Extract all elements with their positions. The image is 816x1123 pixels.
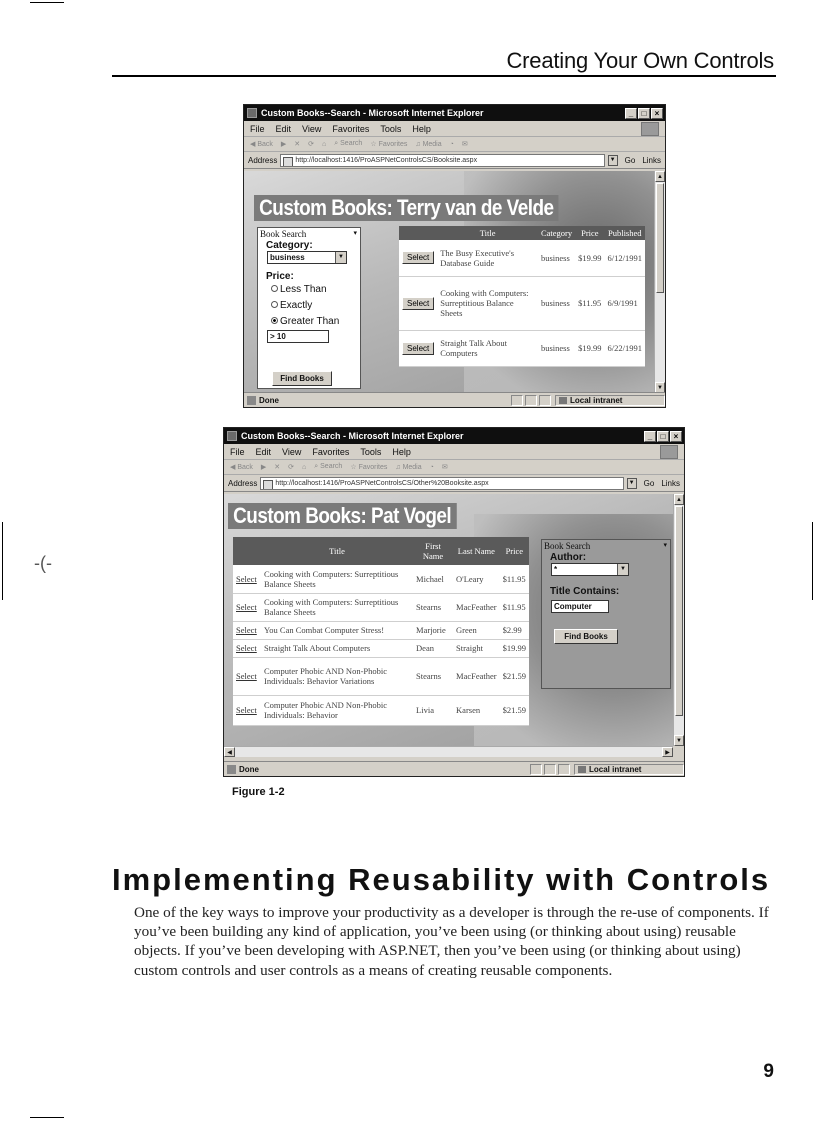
table-row (233, 695, 529, 725)
refresh-icon[interactable]: ⟳ (288, 464, 295, 471)
cell-title: Computer Phobic AND Non-Phobic Individuals: Behavior (261, 695, 413, 725)
cell-published: 6/12/1991 (605, 240, 645, 276)
vertical-scrollbar[interactable] (654, 171, 665, 393)
running-head: Creating Your Own Controls (506, 48, 774, 73)
table-row (233, 593, 529, 621)
refresh-icon[interactable]: ⟳ (308, 141, 315, 148)
select-link[interactable]: Select (236, 573, 257, 584)
select-link[interactable]: Select (236, 602, 257, 612)
cell-price: $11.95 (500, 565, 529, 593)
table-row (399, 240, 645, 276)
cell-price: $21.59 (500, 657, 529, 695)
toolbar (224, 460, 684, 475)
scroll-left-icon[interactable]: ◀ (224, 747, 235, 757)
select-link[interactable]: Select (236, 625, 257, 635)
panel-header: Book Search ▾ (260, 229, 357, 239)
category-label: Category: (266, 240, 313, 251)
crop-mark (812, 522, 813, 600)
menu-file[interactable]: File (230, 446, 245, 457)
close-button[interactable]: × (670, 431, 682, 442)
ie-icon (247, 108, 257, 118)
menu-favorites[interactable]: Favorites (312, 446, 350, 457)
forward-icon[interactable]: ▶ (280, 141, 287, 148)
menu-tools[interactable]: Tools (360, 446, 382, 457)
cell-title: Straight Talk About Computers (261, 639, 413, 657)
section-heading: Implementing Reusability with Controls (112, 862, 771, 897)
scroll-up-icon[interactable]: ▲ (655, 171, 665, 182)
address-input[interactable]: http://localhost:1416/ProASPNetControlsCS/Booksite.aspx (280, 154, 604, 167)
maximize-button[interactable]: □ (638, 108, 650, 119)
status-bar (224, 761, 684, 776)
home-icon[interactable]: ⌂ (322, 140, 327, 148)
status-text: Done (259, 395, 279, 405)
page-icon (247, 396, 256, 405)
grid-header-price: Price (575, 226, 604, 240)
title-contains-label: Title Contains: (550, 586, 620, 597)
author-select[interactable]: * ▼ (551, 563, 629, 576)
grid-header-row (233, 537, 529, 565)
cell-first-name: Livia (413, 695, 453, 725)
grid-header-last-name: Last Name (453, 537, 500, 565)
price-input[interactable]: > 10 (267, 330, 329, 343)
select-link[interactable]: Select (236, 705, 257, 715)
grid-header-published: Published (605, 226, 645, 240)
cell-last-name: MacFeather (453, 657, 500, 695)
title-bar (224, 428, 684, 444)
cell-category: business (538, 330, 575, 366)
media-button[interactable]: ♫ Media (415, 140, 442, 148)
favorites-button[interactable]: ☆ Favorites (370, 141, 408, 148)
menu-help[interactable]: Help (392, 446, 411, 457)
maximize-button[interactable]: □ (657, 431, 669, 442)
page-content (224, 494, 673, 746)
cell-price: $21.59 (500, 695, 529, 725)
body-paragraph: One of the key ways to improve your productivity as a developer is through the re-use of components. If you’ve been building any kind of application, you’ve been using (or thinking about using) reusable objects. If you’ve been developing with ASP.NET, then you’ve been using (or thinking about using) custom controls and user controls as a means of creating reusable components. (134, 904, 769, 979)
cell-first-name: Marjorie (413, 621, 453, 639)
collapse-icon[interactable]: ▾ (353, 229, 357, 237)
vertical-scrollbar[interactable] (673, 494, 684, 746)
back-button[interactable]: ◀ Back (230, 464, 253, 471)
collapse-icon[interactable]: ▾ (663, 541, 667, 549)
table-row (233, 657, 529, 695)
crop-mark (30, 2, 64, 3)
address-label: Address (228, 478, 258, 488)
cell-published: 6/22/1991 (605, 330, 645, 366)
browser-window-2 (223, 427, 685, 777)
address-bar (224, 475, 684, 492)
cell-title: Cooking with Computers: Surreptitious Balance Sheets (261, 565, 413, 593)
panel-header: Book Search ▾ (544, 541, 667, 551)
grid-header-select (233, 537, 261, 565)
scroll-up-icon[interactable]: ▲ (674, 494, 684, 505)
registration-mark: -(- (34, 553, 52, 573)
minimize-button[interactable]: _ (625, 108, 637, 119)
minimize-button[interactable]: _ (644, 431, 656, 442)
cell-first-name: Dean (413, 639, 453, 657)
ie-icon (227, 431, 237, 441)
price-label: Price: (266, 271, 294, 282)
dropdown-icon[interactable]: ▼ (335, 252, 346, 263)
address-dropdown-icon[interactable]: ▼ (627, 478, 637, 489)
table-row (233, 639, 529, 657)
page-banner: Custom Books: Pat Vogel (228, 503, 456, 529)
select-button[interactable]: Select (402, 297, 434, 310)
dropdown-icon[interactable]: ▼ (617, 564, 628, 575)
address-dropdown-icon[interactable]: ▼ (608, 155, 618, 166)
media-button[interactable]: ♫ Media (395, 463, 422, 471)
mail-icon[interactable]: ✉ (461, 141, 468, 148)
grid-header-title: Title (437, 226, 538, 240)
crop-mark (2, 522, 3, 600)
radio-exactly[interactable]: Exactly (258, 298, 360, 314)
header-rule (112, 75, 776, 77)
cell-last-name: Karsen (453, 695, 500, 725)
book-search-panel (541, 539, 671, 689)
window-title: Custom Books--Search - Microsoft Internet Explorer (241, 431, 464, 441)
menu-bar (224, 444, 684, 460)
windows-logo-icon (641, 122, 659, 136)
grid-header-first-name: First Name (413, 537, 453, 565)
scroll-thumb[interactable] (675, 506, 683, 716)
zone-indicator: Local intranet (555, 395, 665, 406)
grid-header-price: Price (500, 537, 529, 565)
table-row (399, 330, 645, 366)
history-icon[interactable]: ◔ (449, 140, 454, 148)
select-button[interactable]: Select (402, 342, 434, 355)
back-button[interactable]: ◀ Back (250, 141, 273, 148)
cell-last-name: O'Leary (453, 565, 500, 593)
home-icon[interactable]: ⌂ (302, 463, 307, 471)
links-button[interactable]: Links (642, 155, 661, 165)
search-button[interactable]: ⌕ Search (314, 463, 343, 470)
radio-less-than[interactable]: Less Than (258, 282, 360, 298)
forward-icon[interactable]: ▶ (260, 464, 267, 471)
cell-title: Computer Phobic AND Non-Phobic Individuals: Behavior Variations (261, 657, 413, 695)
cell-category: business (538, 276, 575, 330)
select-link[interactable]: Select (236, 671, 257, 681)
menu-tools[interactable]: Tools (380, 123, 402, 134)
close-button[interactable]: × (651, 108, 663, 119)
cell-price: $19.99 (500, 639, 529, 657)
find-books-button[interactable]: Find Books (272, 371, 332, 386)
title-bar (244, 105, 665, 121)
address-label: Address (248, 155, 278, 165)
menu-view[interactable]: View (302, 123, 322, 134)
windows-logo-icon (660, 445, 678, 459)
book-search-panel (257, 227, 361, 389)
browser-window-1 (243, 104, 666, 408)
mail-icon[interactable]: ✉ (441, 464, 448, 471)
menu-bar (244, 121, 665, 137)
title-contains-input[interactable]: Computer (551, 600, 609, 613)
radio-greater-than[interactable]: Greater Than (258, 314, 360, 330)
menu-help[interactable]: Help (412, 123, 431, 134)
window-title: Custom Books--Search - Microsoft Internet Explorer (261, 108, 484, 118)
cell-price: $2.99 (500, 621, 529, 639)
status-text: Done (239, 764, 259, 774)
cell-first-name: Stearns (413, 657, 453, 695)
grid-header-title: Title (261, 537, 413, 565)
table-row (233, 621, 529, 639)
grid-header-category: Category (538, 226, 575, 240)
menu-view[interactable]: View (282, 446, 302, 457)
cell-price: $11.95 (575, 276, 604, 330)
table-row (233, 565, 529, 593)
cell-title: Cooking with Computers: Surreptitious Balance Sheets (261, 593, 413, 621)
menu-edit[interactable]: Edit (255, 446, 272, 457)
menu-file[interactable]: File (250, 123, 265, 134)
select-link[interactable]: Select (236, 643, 257, 653)
stop-icon[interactable]: ✕ (274, 464, 281, 471)
status-bar (244, 392, 665, 407)
crop-mark (30, 1117, 64, 1118)
cell-category: business (538, 240, 575, 276)
books-grid (233, 537, 529, 726)
cell-published: 6/9/1991 (605, 276, 645, 330)
cell-last-name: Green (453, 621, 500, 639)
address-bar (244, 152, 665, 169)
cell-title: Straight Talk About Computers (437, 330, 538, 366)
cell-title: The Busy Executive's Database Guide (437, 240, 538, 276)
menu-favorites[interactable]: Favorites (332, 123, 370, 134)
cell-price: $19.99 (575, 240, 604, 276)
author-label: Author: (550, 552, 587, 563)
table-row (399, 276, 645, 330)
go-button[interactable]: Go (624, 155, 636, 165)
stop-icon[interactable]: ✕ (294, 141, 301, 148)
page-content (244, 171, 654, 393)
scroll-right-icon[interactable]: ▶ (662, 747, 673, 757)
cell-price: $19.99 (575, 330, 604, 366)
cell-first-name: Stearns (413, 593, 453, 621)
scroll-down-icon[interactable]: ▼ (674, 735, 684, 746)
page-banner: Custom Books: Terry van de Velde (254, 195, 559, 221)
go-button[interactable]: Go (643, 478, 655, 488)
cell-title: You Can Combat Computer Stress! (261, 621, 413, 639)
select-button[interactable]: Select (402, 251, 434, 264)
scroll-down-icon[interactable]: ▼ (655, 382, 665, 393)
address-input[interactable]: http://localhost:1416/ProASPNetControlsCS/Other%20Booksite.aspx (260, 477, 623, 490)
page-icon (227, 765, 236, 774)
toolbar (244, 137, 665, 152)
history-icon[interactable]: ◔ (429, 463, 434, 471)
grid-header-select (399, 226, 437, 240)
cell-last-name: Straight (453, 639, 500, 657)
cell-price: $11.95 (500, 593, 529, 621)
books-grid (399, 226, 645, 367)
find-books-button[interactable]: Find Books (554, 629, 618, 644)
horizontal-scrollbar[interactable] (224, 746, 673, 757)
grid-header-row (399, 226, 645, 240)
category-select[interactable]: business ▼ (267, 251, 347, 264)
zone-indicator: Local intranet (574, 764, 684, 775)
scroll-thumb[interactable] (656, 183, 664, 293)
page-number: 9 (763, 1061, 774, 1082)
cell-first-name: Michael (413, 565, 453, 593)
favorites-button[interactable]: ☆ Favorites (350, 464, 388, 471)
links-button[interactable]: Links (661, 478, 680, 488)
menu-edit[interactable]: Edit (275, 123, 292, 134)
cell-title: Cooking with Computers: Surreptitious Balance Sheets (437, 276, 538, 330)
search-button[interactable]: ⌕ Search (334, 140, 363, 147)
figure-caption: Figure 1-2 (232, 786, 285, 798)
cell-last-name: MacFeather (453, 593, 500, 621)
